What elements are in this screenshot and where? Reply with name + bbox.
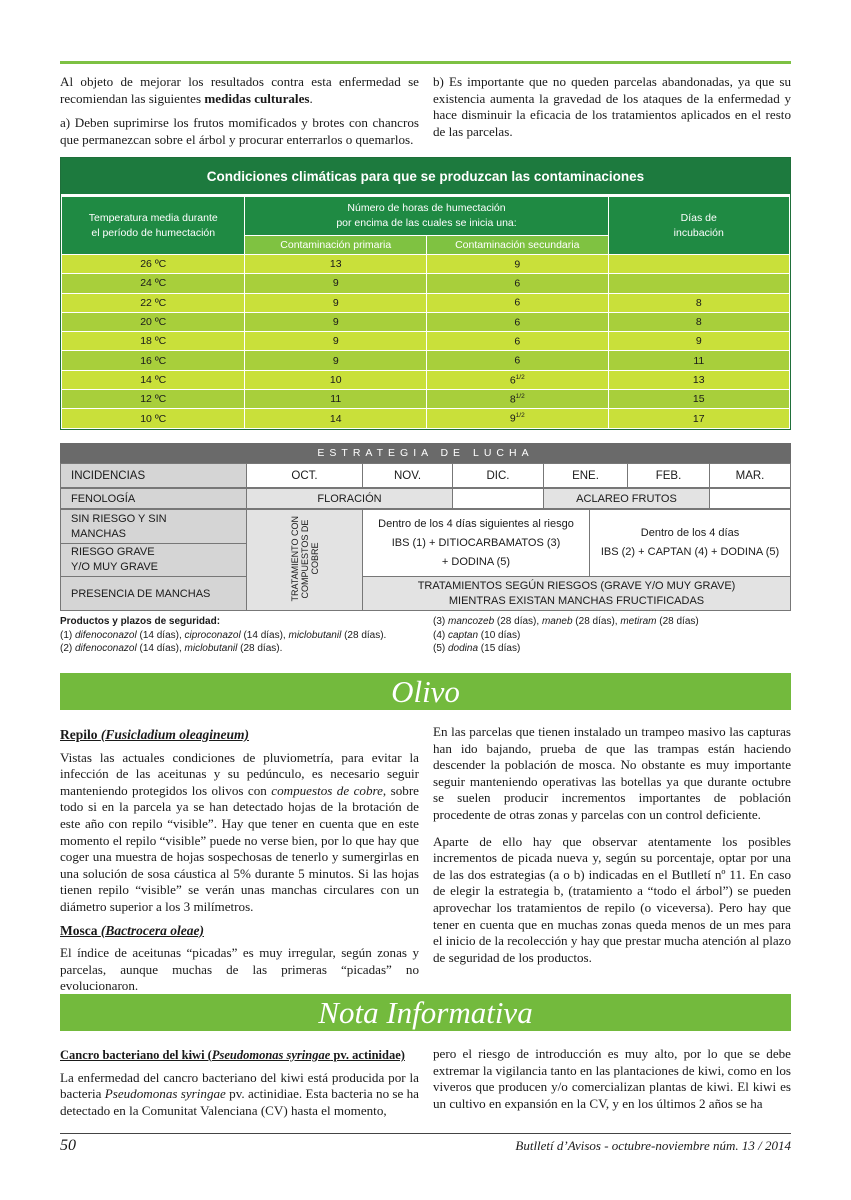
note-text: (2) <box>60 643 75 655</box>
fraction-superscript: 1/2 <box>515 373 525 381</box>
incidencias-label: INCIDENCIAS <box>61 464 247 488</box>
climate-cell-secondary-value: 8 <box>509 393 516 406</box>
climate-cell-temp-value: 22 ºC <box>140 296 167 309</box>
heading-text: Cancro bacteriano del kiwi ( <box>60 1048 212 1062</box>
month-oct: OCT. <box>247 464 363 488</box>
climate-cell-days <box>608 332 789 351</box>
strategy-table-title: ESTRATEGIA DE LUCHA <box>60 443 791 463</box>
note-italic: maneb <box>541 616 573 627</box>
intro-right-column <box>433 74 791 147</box>
header-hours-line2: por encima de las cuales se inicia una: <box>336 217 517 230</box>
within4-line2: IBS (1) + DITIOCARBAMATOS (3) <box>391 536 561 549</box>
header-temperature-line2: el período de humectación <box>91 226 216 239</box>
olivo-banner: Olivo <box>60 673 791 710</box>
intro-left-column <box>60 74 419 155</box>
paragraph-text: Vistas las actuales condiciones de pluviometría, para evitar la infección de las aceitunas y su pedúnculo, es necesario seguir manteniendo protegidos los olivos con <box>60 749 419 798</box>
note-italic: captan <box>448 629 479 641</box>
product-note-2 <box>60 642 420 656</box>
climate-cell-temp <box>62 312 245 331</box>
climate-cell-temp <box>62 293 245 312</box>
climate-row <box>62 351 790 370</box>
intro-text: Al objeto de mejorar los resultados contra esta enfermedad se recomiendan las siguientes <box>60 74 419 106</box>
intro-paragraph-3: b) Es importante que no queden parcelas abandonadas, ya que su existencia aumenta la gravedad de los ataques de la enfermedad y hace disminuir la eficacia de los tratamientos aplicados en el resto de las parcelas. <box>433 74 791 139</box>
header-primary: Contaminación primaria <box>245 236 427 255</box>
product-note-5 <box>433 642 791 656</box>
climate-cell-temp-value: 18 ºC <box>140 335 167 348</box>
climate-cell-primary <box>245 255 427 274</box>
header-temperature <box>62 197 245 255</box>
nota-informativa-banner: Nota Informativa <box>60 994 791 1031</box>
climate-cell-temp <box>62 390 245 409</box>
climate-cell-secondary-value: 6 <box>514 316 521 329</box>
climate-cell-days <box>608 312 789 331</box>
within4b-line2: IBS (2) + CAPTAN (4) + DODINA (5) <box>600 546 780 558</box>
climate-cell-temp <box>62 332 245 351</box>
olivo-right-paragraph-2: Aparte de ello hay que observar atentamente los posibles incrementos de picada nueva y, según su porcentaje, optar por una de las dos estrategias (a o b) indicadas en el Butlletí nº 11. En caso de elegir la estrategia b, (tratamiento a “todo el árbol”) se pueden aprovechar los tratamientos de repilo (o viceversa). Pero hay que tener en cuenta que en muchas zonas queda menos de un mes para el inicio de la recolección y hay que prestar mucha atención al plazo de seguridad de los productos. <box>433 833 791 965</box>
nota-right-column <box>433 1046 791 1119</box>
riesgo-grave-label <box>61 544 247 577</box>
climate-row <box>62 409 790 428</box>
note-text: (10 días) <box>478 629 521 641</box>
header-hours-line1: Número de horas de humectación <box>347 202 506 215</box>
note-text: (28 días) <box>656 616 699 627</box>
climate-cell-primary <box>245 351 427 370</box>
climate-cell-primary <box>245 293 427 312</box>
climate-cell-days-value: 11 <box>693 354 705 367</box>
mosca-paragraph: El índice de aceitunas “picadas” es muy irregular, según zonas y parcelas, aunque muchas de las primeras “picadas” no evolucionaron. <box>60 945 419 994</box>
riesgo-grave-line1: RIESGO GRAVE <box>71 546 155 558</box>
climate-cell-days <box>608 255 789 274</box>
climate-cell-secondary <box>427 370 609 389</box>
climate-cell-days-value: 17 <box>692 412 705 425</box>
cancro-heading <box>60 1047 419 1064</box>
month-dic: DIC. <box>453 464 544 488</box>
heading-italic: Pseudomonas syringae <box>211 1048 331 1062</box>
climate-cell-primary <box>245 274 427 293</box>
within-4-days-b-cell <box>590 510 791 577</box>
tratamientos-line1: TRATAMIENTOS SEGÚN RIESGOS (GRAVE Y/O MUY GRAVE) <box>417 579 736 592</box>
aclareo-cell: ACLAREO FRUTOS <box>544 489 710 509</box>
intro-paragraph-1 <box>60 74 419 107</box>
note-text: (1) <box>60 629 75 641</box>
climate-cell-days <box>608 409 789 428</box>
paragraph-text: pv. actinidiae. Esta bacteria no se ha detectado en la Comunitat Valenciana (CV) hasta el momento, <box>60 1086 419 1118</box>
climate-cell-primary-value: 9 <box>332 335 339 348</box>
climate-cell-days-value: 8 <box>695 316 702 329</box>
note-italic: difenoconazol <box>75 643 137 655</box>
olivo-right-column <box>433 724 791 973</box>
climate-cell-secondary <box>427 312 609 331</box>
note-italic: metiram <box>620 616 657 627</box>
climate-cell-primary-value: 9 <box>332 296 339 309</box>
climate-cell-days-value: 15 <box>692 393 705 406</box>
month-ene: ENE. <box>544 464 628 488</box>
tratamientos-line2: MIENTRAS EXISTAN MANCHAS FRUCTIFICADAS <box>448 594 705 607</box>
climate-cell-primary-value: 11 <box>330 393 342 406</box>
sin-riesgo-line1: SIN RIESGO Y SIN <box>71 512 167 525</box>
sin-riesgo-line2: MANCHAS <box>71 527 127 540</box>
note-text: (14 días), <box>136 629 185 641</box>
climate-cell-days-value: 13 <box>692 373 705 386</box>
climate-cell-secondary-value: 6 <box>514 354 521 367</box>
cobre-line3: COBRE <box>309 542 320 575</box>
climate-cell-temp-value: 14 ºC <box>140 373 167 386</box>
climate-cell-secondary-value: 6 <box>514 277 521 290</box>
header-days-line2: incubación <box>673 226 724 239</box>
note-italic: ciproconazol <box>184 629 241 641</box>
climate-row <box>62 293 790 312</box>
climate-cell-secondary <box>427 409 609 428</box>
intro-paragraph-2: a) Deben suprimirse los frutos momificados y brotes con chancros que permanezcan sobre el árbol y procurar enterrarlos o quemarlos. <box>60 115 419 147</box>
climate-cell-primary <box>245 312 427 331</box>
heading-text: Mosca <box>60 922 101 938</box>
note-text: (4) <box>433 629 448 641</box>
sin-riesgo-label <box>61 510 247 544</box>
olivo-left-column <box>60 727 419 1002</box>
climate-cell-primary <box>245 390 427 409</box>
intro-bold-text: medidas culturales <box>204 90 310 106</box>
header-temperature-line1: Temperatura media durante <box>88 211 218 224</box>
note-text: (28 días), <box>494 616 542 627</box>
presencia-label: PRESENCIA DE MANCHAS <box>61 577 247 611</box>
climate-cell-temp-value: 16 ºC <box>140 354 167 367</box>
olivo-right-paragraph-1: En las parcelas que tienen instalado un trampeo masivo las capturas han ido bajando, prueba de que las trampas están haciendo descender la población de mosca. No obstante es muy importante seguir manteniendo operativas las botellas ya que durante octubre se suelen producir incrementos importantes de población procedente de otras zonas y parcelas con un control deficiente. <box>433 724 791 822</box>
riesgo-grave-line2: Y/O MUY GRAVE <box>71 561 159 573</box>
within4b-line1: Dentro de los 4 días <box>640 527 740 539</box>
note-italic: miclobutanil <box>184 643 238 655</box>
cobre-line1: TRATAMIENTO CON <box>289 515 300 602</box>
climate-cell-days-value: 8 <box>695 296 702 309</box>
climate-cell-primary-value: 10 <box>329 373 342 386</box>
climate-cell-secondary-value: 9 <box>509 412 516 425</box>
climate-conditions-table <box>60 157 791 430</box>
climate-cell-days <box>608 390 789 409</box>
heading-text: pv. actinidae) <box>330 1048 405 1062</box>
within-4-days-cell <box>363 510 590 577</box>
strategy-table <box>60 443 791 611</box>
climate-cell-primary-value: 9 <box>332 354 339 367</box>
climate-cell-primary <box>245 370 427 389</box>
climate-cell-secondary <box>427 390 609 409</box>
header-hours <box>245 197 608 236</box>
month-nov: NOV. <box>363 464 453 488</box>
climate-cell-secondary-value: 6 <box>514 296 521 309</box>
climate-cell-temp <box>62 409 245 428</box>
climate-cell-days-value: 9 <box>695 335 702 348</box>
floracion-cell: FLORACIÓN <box>247 489 453 509</box>
climate-cell-primary-value: 13 <box>329 258 342 271</box>
cobre-line2: COMPUESTOS DE <box>299 519 310 598</box>
climate-cell-temp <box>62 255 245 274</box>
heading-italic: (Bactrocera oleae) <box>100 922 204 938</box>
climate-cell-secondary <box>427 255 609 274</box>
note-text: (5) <box>433 643 448 655</box>
paragraph-text: La enfermedad del cancro bacteriano del kiwi está producida por la bacteria <box>60 1069 419 1102</box>
note-text: (14 días), <box>240 629 289 641</box>
nota-left-column <box>60 1047 419 1126</box>
note-text: (14 días), <box>136 643 185 655</box>
climate-cell-temp <box>62 370 245 389</box>
month-mar: MAR. <box>710 464 791 488</box>
climate-cell-temp-value: 20 ºC <box>140 316 167 329</box>
top-rule <box>60 61 791 64</box>
products-notes-left <box>60 615 420 656</box>
empty-cell <box>453 489 544 509</box>
products-notes-right <box>433 615 791 656</box>
climate-row <box>62 312 790 331</box>
note-italic: difenoconazol <box>75 629 137 641</box>
fenologia-label: FENOLOGÍA <box>61 489 247 509</box>
cancro-paragraph <box>60 1070 419 1120</box>
product-note-3 <box>433 615 791 629</box>
climate-cell-secondary-value: 6 <box>514 335 521 348</box>
climate-cell-days <box>608 293 789 312</box>
climate-row <box>62 332 790 351</box>
climate-row <box>62 274 790 293</box>
note-italic: dodina <box>448 643 479 655</box>
page-number: 50 <box>60 1137 76 1154</box>
climate-cell-secondary-value: 6 <box>509 374 516 387</box>
note-italic: miclobutanil <box>288 629 342 641</box>
repilo-heading <box>60 727 419 744</box>
heading-italic: (Fusicladium oleagineum) <box>100 727 250 742</box>
climate-cell-days <box>608 351 789 370</box>
note-text: (15 días) <box>478 643 521 655</box>
header-secondary: Contaminación secundaria <box>427 236 609 255</box>
climate-cell-temp <box>62 274 245 293</box>
heading-text: Repilo <box>60 727 101 742</box>
empty-cell <box>710 489 791 509</box>
climate-cell-days <box>608 274 789 293</box>
climate-cell-secondary <box>427 332 609 351</box>
note-text: (28 días). <box>341 629 387 641</box>
fraction-superscript: 1/2 <box>515 392 525 400</box>
note-italic: mancozeb <box>448 616 495 627</box>
publication-info: Butlletí d’Avisos - octubre-noviembre núm. 13 / 2014 <box>515 1138 791 1153</box>
climate-cell-primary <box>245 409 427 428</box>
climate-cell-days <box>608 370 789 389</box>
fraction-superscript: 1/2 <box>515 412 525 420</box>
within4-line3: + DODINA (5) <box>441 555 511 568</box>
climate-row <box>62 390 790 409</box>
climate-cell-temp-value: 12 ºC <box>140 393 167 406</box>
cobre-vertical-text <box>290 516 320 602</box>
mosca-heading <box>60 923 419 940</box>
nota-right-paragraph: pero el riesgo de introducción es muy alto, por lo que se debe extremar la vigilancia tanto en las plantaciones de kiwi, como en los viveros que producen y/o comercializan plantas de kiwi. El kiwi es un cultivo en expansión en la CV, y en los últimos 2 años se ha <box>433 1046 791 1111</box>
climate-cell-temp-value: 24 ºC <box>140 277 167 290</box>
climate-row <box>62 370 790 389</box>
climate-cell-primary-value: 14 <box>329 412 342 425</box>
climate-cell-primary-value: 9 <box>332 277 339 290</box>
climate-cell-secondary-value: 9 <box>514 258 521 271</box>
tratamientos-cell <box>363 577 791 611</box>
climate-cell-secondary <box>427 293 609 312</box>
climate-row <box>62 255 790 274</box>
header-incubation <box>608 197 789 255</box>
intro-text-end: . <box>309 90 313 106</box>
products-title: Productos y plazos de seguridad: <box>60 616 221 627</box>
within4-line1: Dentro de los 4 días siguientes al riesgo <box>378 517 574 530</box>
climate-cell-secondary <box>427 351 609 370</box>
note-text: (28 días), <box>572 616 621 627</box>
note-text: (28 días). <box>237 643 283 655</box>
climate-cell-temp <box>62 351 245 370</box>
climate-cell-temp-value: 26 ºC <box>140 258 167 271</box>
footer-rule <box>60 1133 791 1134</box>
paragraph-italic: Pseudomonas syringae <box>104 1086 226 1102</box>
paragraph-text: , sobre todo si en la parcela ya se han detectado hojas de la brotación de este año con repilo “visible”. Hay que tener en cuenta que en este momento el repilo “visible” puede no verse bien, por lo que hay que coger una muestra de hojas sospechosas de tenerlo y sumergirlas en una solución de sosa cáustica al 5% durante 5 minutos. Si las hojas tienen repilo “visible” se verán unas manchas circulares con un diámetro superior a los 3 milímetros. <box>60 782 419 914</box>
climate-cell-primary-value: 9 <box>332 316 339 329</box>
paragraph-italic: compuestos de cobre <box>271 782 383 798</box>
product-note-4 <box>433 629 791 643</box>
climate-table-title: Condiciones climáticas para que se produzcan las contaminaciones <box>61 158 790 196</box>
climate-cell-primary <box>245 332 427 351</box>
cobre-cell <box>247 510 363 611</box>
product-note-1 <box>60 629 420 643</box>
repilo-paragraph <box>60 750 419 916</box>
header-days-line1: Días de <box>680 211 717 224</box>
note-text: (3) <box>433 616 448 627</box>
climate-cell-secondary <box>427 274 609 293</box>
climate-cell-temp-value: 10 ºC <box>140 412 167 425</box>
month-feb: FEB. <box>628 464 710 488</box>
